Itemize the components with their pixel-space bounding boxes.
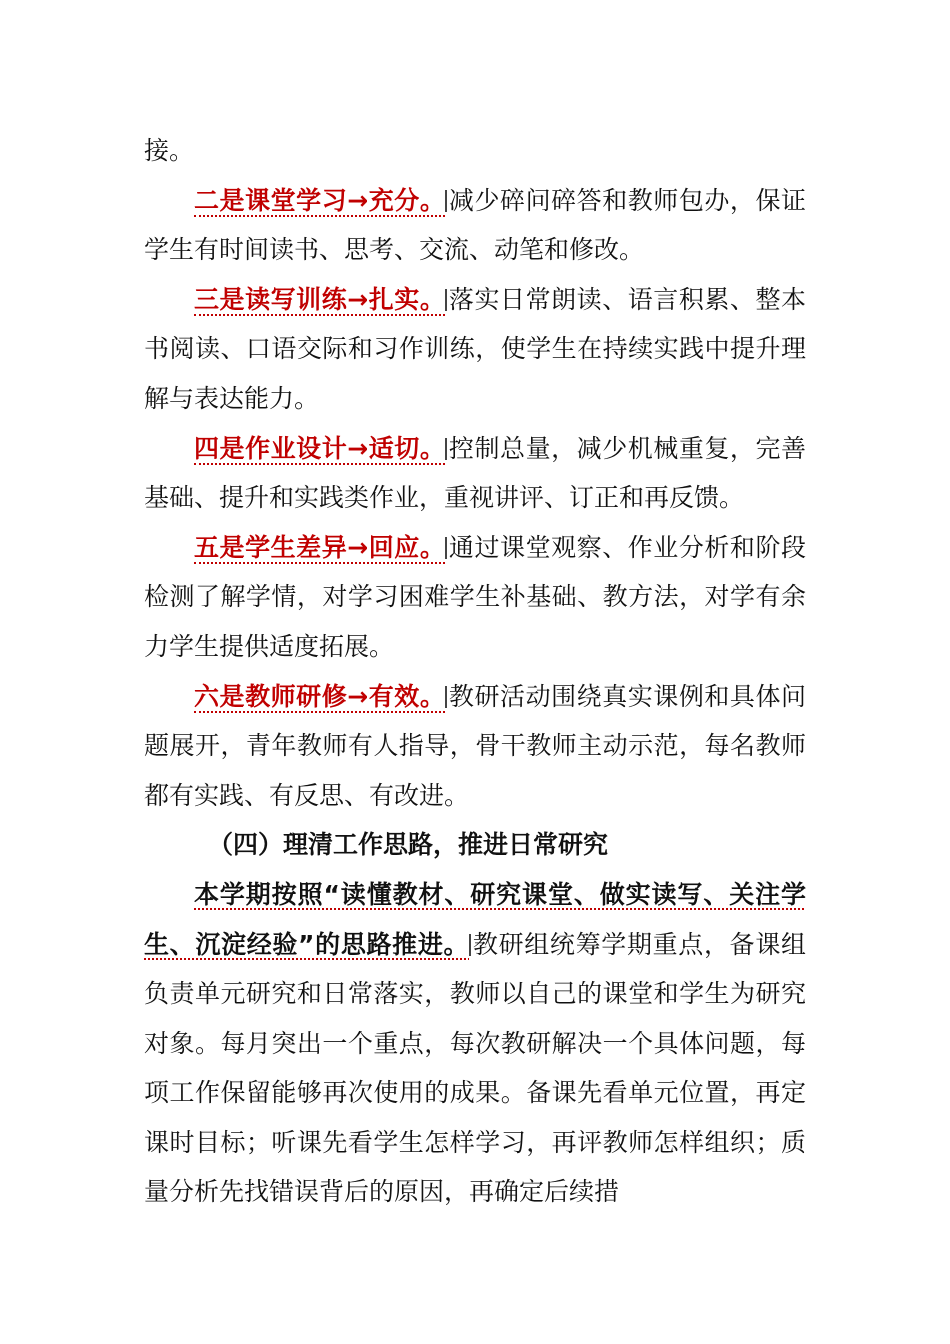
item-text: 减少碎问碎答和教师包办，保证学生有时间读书、思考、交流、动笔和修改。: [144, 185, 806, 265]
text-cursor: [469, 934, 471, 956]
item-text: 教研活动围绕真实课例和具体问题展开，青年教师有人指导，骨干教师主动示范，每名教师都有实践、有反思、有改进。: [144, 681, 806, 810]
item-lead: 六是教师研修→有效。: [194, 681, 446, 711]
paragraph-closing: [144, 870, 806, 1217]
paragraph-item-5: [144, 523, 806, 672]
paragraph-item-4: [144, 424, 806, 523]
item-lead: 三是读写训练→扎实。: [194, 284, 446, 314]
paragraph-item-3: [144, 275, 806, 424]
document-body: [144, 126, 806, 1217]
item-lead: 四是作业设计→适切。: [194, 433, 446, 463]
item-text: 通过课堂观察、作业分析和阶段检测了解学情，对学习困难学生补基础、教方法，对学有余力学生提供适度拓展。: [144, 532, 806, 661]
item-lead: 五是学生差异→回应。: [194, 532, 446, 562]
item-text: 控制总量，减少机械重复，完善基础、提升和实践类作业，重视讲评、订正和再反馈。: [144, 433, 806, 513]
paragraph-item-2: [144, 176, 806, 275]
closing-text: 教研组统筹学期重点，备课组负责单元研究和日常落实，教师以自己的课堂和学生为研究对象。每月突出一个重点，每次教研解决一个具体问题，每项工作保留能够再次使用的成果。备课先看单元位置，再定课时目标；听课先看学生怎样学习，再评教师怎样组织；质量分析先找错误背后的原因，再确定后续措: [144, 929, 806, 1207]
closing-lead: 本学期按照“读懂教材、研究课堂、做实读写、关注学生、沉淀经验”的思路推进。: [144, 879, 806, 959]
paragraph-continuation: 接。: [144, 136, 195, 165]
item-text: 落实日常朗读、语言积累、整本书阅读、口语交际和习作训练，使学生在持续实践中提升理解与表达能力。: [144, 284, 806, 413]
item-lead: 二是课堂学习→充分。: [194, 185, 446, 215]
section-heading: （四）理清工作思路，推进日常研究: [208, 830, 609, 860]
paragraph-item-6: [144, 672, 806, 821]
